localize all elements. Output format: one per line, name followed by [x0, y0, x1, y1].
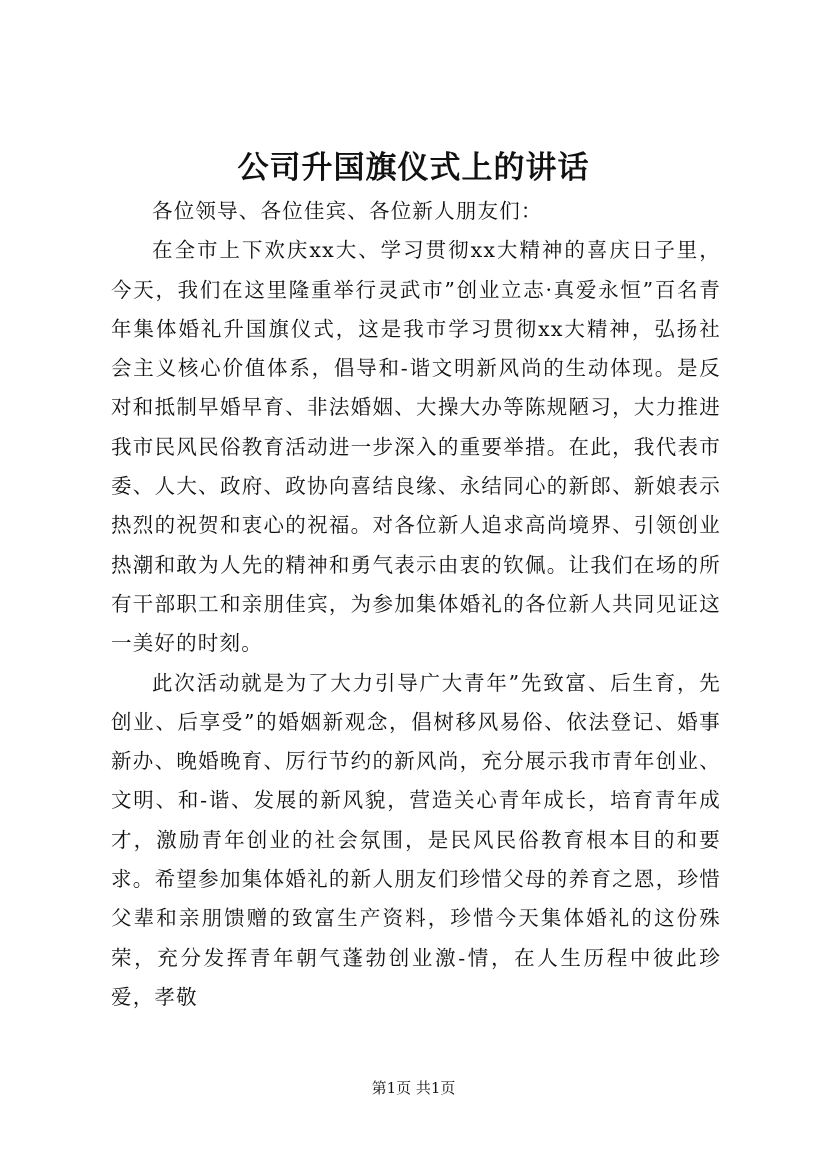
document-title: 公司升国旗仪式上的讲话 — [237, 150, 590, 186]
body-paragraph-2: 此次活动就是为了大力引导广大青年”先致富、后生育，先创业、后享受”的婚姻新观念，倡树移风易俗、依法登记、婚事新办、晚婚晚育、厉行节约的新风尚，充分展示我市青年创业、文明、和-谐、发展的新风貌，营造关心青年成长，培育青年成才，激励青年创业的社会氛围，是民风民俗教育根本目的和要求。希望参加集体婚礼的新人朋友们珍惜父母的养育之恩，珍惜父辈和亲朋馈赠的致富生产资料，珍惜今天集体婚礼的这份殊荣，充分发挥青年朝气蓬勃创业激-情，在人生历程中彼此珍爱，孝敬 — [111, 670, 721, 1009]
document-body — [111, 192, 721, 1017]
body-paragraph-1: 在全市上下欢庆xx大、学习贯彻xx大精神的喜庆日子里，今天，我们在这里隆重举行灵武市”创业立志·真爱永恒”百名青年集体婚礼升国旗仪式，这是我市学习贯彻xx大精神，弘扬社会主义核心价值体系，倡导和-谐文明新风尚的生动体现。是反对和抵制早婚早育、非法婚姻、大操大办等陈规陋习，大力推进我市民风民俗教育活动进一步深入的重要举措。在此，我代表市委、人大、政府、政协向喜结良缘、永结同心的新郎、新娘表示热烈的祝贺和衷心的祝福。对各位新人追求高尚境界、引领创业热潮和敢为人先的精神和勇气表示由衷的钦佩。让我们在场的所有干部职工和亲朋佳宾，为参加集体婚礼的各位新人共同见证这一美好的时刻。 — [111, 238, 721, 656]
salutation-paragraph: 各位领导、各位佳宾、各位新人朋友们： — [152, 199, 543, 223]
page-footer: 第1页 共1页 — [371, 1079, 456, 1097]
